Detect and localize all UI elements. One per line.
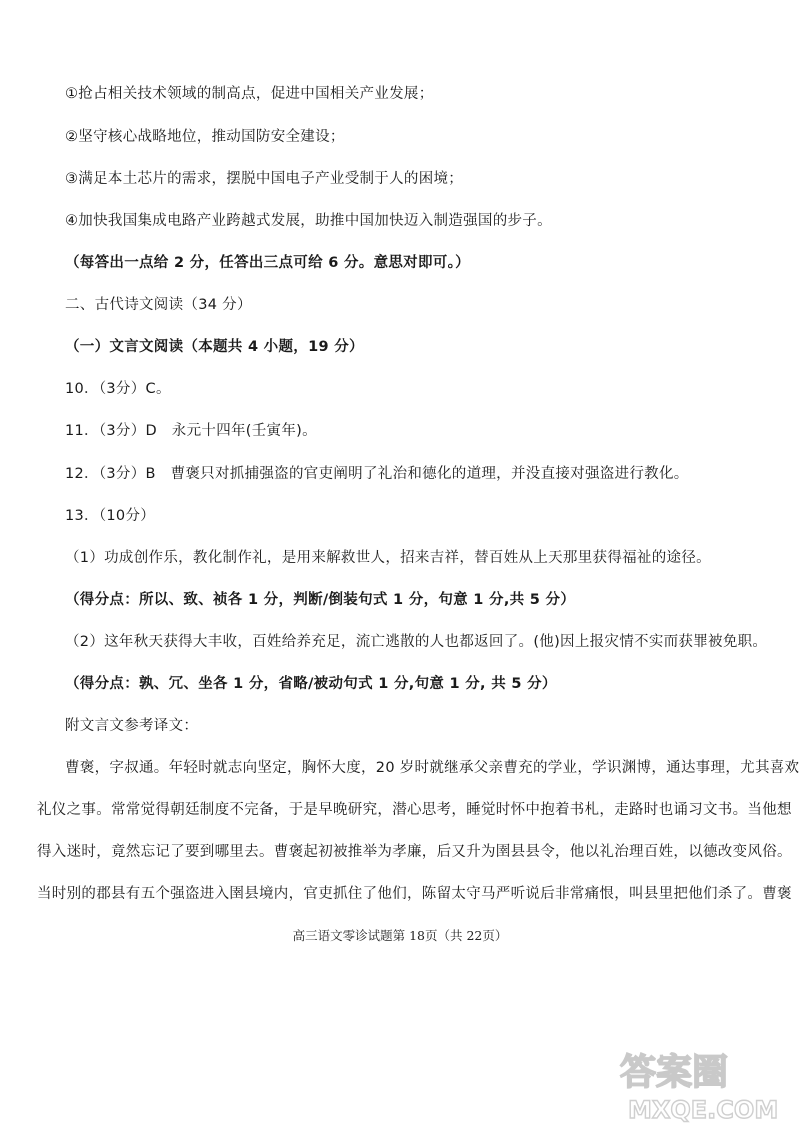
answer-item-3: ③满足本土芯片的需求，摆脱中国电子产业受制于人的困境； [65, 171, 464, 187]
answer-item-4: ④加快我国集成电路产业跨越式发展，助推中国加快迈入制造强国的步子。 [65, 213, 552, 229]
question-11-answer: 11．（3分）D 永元十四年(壬寅年)。 [65, 423, 317, 439]
question-13-2-answer: （2）这年秋天获得大丰收，百姓给养充足，流亡逃散的人也都返回了。(他)因上报灾情不实而获罪被免职。 [65, 634, 768, 650]
watermark-brand-text: 答案圈 [620, 1052, 729, 1093]
question-10-answer: 10．（3分）C。 [65, 381, 171, 397]
translation-line-2: 礼仪之事。常常觉得朝廷制度不完备，于是早晚研究，潜心思考，睡觉时怀中抱着书札，走路时也诵习文书。当他想 [37, 802, 792, 818]
watermark-url-text: MXQE.COM [628, 1096, 779, 1124]
page-footer: 高三语文零诊试题第 18页（共 22页） [292, 928, 508, 943]
subsection-1-title: （一）文言文阅读（本题共 4 小题，19 分） [65, 339, 364, 355]
question-13-1-scoring: （得分点：所以、致、祯各 1 分，判断/倒装句式 1 分，句意 1 分,共 5 分） [65, 592, 576, 608]
question-12-answer: 12．（3分）B 曹褒只对抓捕强盗的官吏阐明了礼治和德化的道理，并没直接对强盗进行教化。 [65, 466, 689, 482]
question-13-header: 13．（10分） [65, 508, 156, 524]
answer-item-1: ①抢占相关技术领域的制高点，促进中国相关产业发展； [65, 86, 434, 102]
translation-title: 附文言文参考译文： [65, 718, 199, 734]
scoring-note-1: （每答出一点给 2 分，任答出三点可给 6 分。意思对即可。） [65, 255, 470, 271]
question-13-2-scoring: （得分点：孰、冗、坐各 1 分，省略/被动句式 1 分,句意 1 分, 共 5 分） [65, 676, 557, 692]
translation-line-1: 曹褒，字叔通。年轻时就志向坚定，胸怀大度，20 岁时就继承父亲曹充的学业，学识渊博，通达事理，尤其喜欢 [65, 760, 800, 776]
answer-item-2: ②坚守核心战略地位，推动国防安全建设； [65, 129, 345, 145]
watermark-logo [610, 1040, 790, 1124]
question-13-1-answer: （1）功成创作乐，教化制作礼，是用来解救世人，招来吉祥，替百姓从上天那里获得福祉的途径。 [65, 550, 711, 566]
translation-line-4: 当时别的郡县有五个强盗进入圉县境内，官吏抓住了他们，陈留太守马严听说后非常痛恨，叫县里把他们杀了。曹褒 [37, 886, 792, 902]
translation-line-3: 得入迷时，竟然忘记了要到哪里去。曹褒起初被推举为孝廉，后又升为圉县县令，他以礼治理百姓，以德改变风俗。 [37, 844, 792, 860]
section-2-title: 二、古代诗文阅读（34 分） [65, 297, 252, 313]
